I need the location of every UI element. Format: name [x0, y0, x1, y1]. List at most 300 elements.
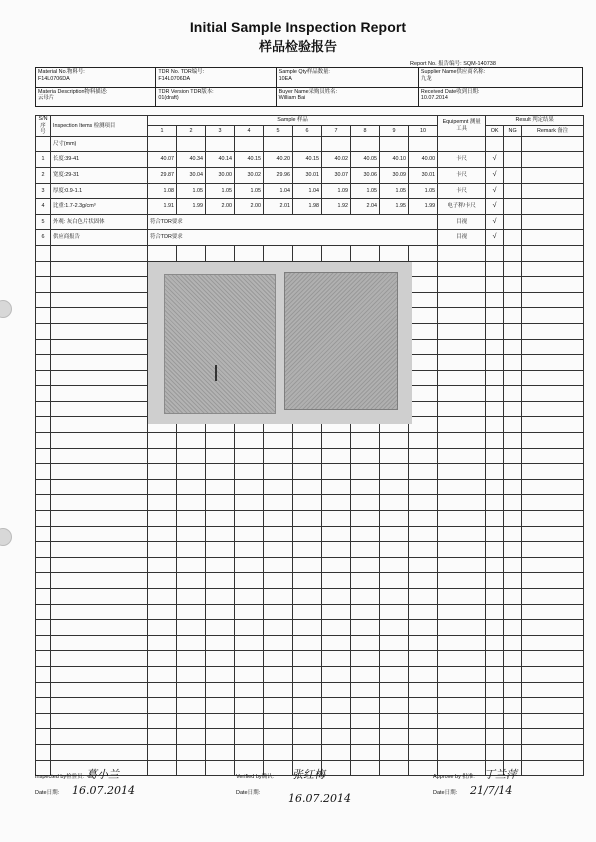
empty-cell: [264, 698, 293, 714]
empty-cell: [264, 448, 293, 464]
empty-cell: [486, 433, 504, 449]
empty-cell: [322, 448, 351, 464]
mica-sheet-sample: [164, 274, 276, 414]
supplier-label: Supplier Name供应商名称:: [420, 69, 485, 75]
empty-cell: [177, 620, 206, 636]
empty-cell: [264, 604, 293, 620]
empty-cell: [322, 245, 351, 261]
row-equipment: 卡尺: [438, 183, 486, 199]
table-row: [36, 573, 584, 589]
empty-cell: [206, 495, 235, 511]
empty-cell: [322, 526, 351, 542]
empty-cell: [264, 479, 293, 495]
measure-value: 30.01: [409, 167, 438, 183]
empty-cell: [51, 729, 148, 745]
empty-cell: [235, 620, 264, 636]
verified-signature: 张红梅: [292, 768, 325, 781]
empty-cell: [486, 511, 504, 527]
empty-cell: [235, 495, 264, 511]
empty-cell: [177, 651, 206, 667]
empty-cell: [235, 713, 264, 729]
table-row: [36, 651, 584, 667]
empty-cell: [380, 526, 409, 542]
empty-cell: [351, 136, 380, 152]
empty-cell: [206, 666, 235, 682]
empty-cell: [409, 323, 438, 339]
empty-cell: [409, 261, 438, 277]
empty-cell: [235, 635, 264, 651]
empty-cell: [438, 245, 486, 261]
empty-cell: [322, 651, 351, 667]
empty-cell: [504, 245, 522, 261]
empty-cell: [438, 292, 486, 308]
empty-cell: [409, 573, 438, 589]
report-no-label: Report No. 报告编号:: [410, 61, 462, 67]
empty-cell: [486, 651, 504, 667]
empty-cell: [36, 620, 51, 636]
row-item: 比重:1.7-2.3g/cm³: [51, 199, 148, 215]
sample-qty-label: Sample Qty样品数量:: [278, 69, 330, 75]
empty-cell: [148, 511, 177, 527]
empty-cell: [438, 417, 486, 433]
empty-cell: [504, 339, 522, 355]
empty-cell: [177, 542, 206, 558]
empty-cell: [522, 526, 584, 542]
row-item: 供应商报告: [51, 230, 148, 246]
empty-cell: [322, 557, 351, 573]
empty-cell: [438, 433, 486, 449]
empty-cell: [504, 604, 522, 620]
empty-cell: [380, 666, 409, 682]
table-row: [36, 136, 584, 152]
empty-cell: [438, 401, 486, 417]
empty-cell: [36, 557, 51, 573]
empty-cell: [51, 464, 148, 480]
empty-cell: [51, 542, 148, 558]
empty-cell: [522, 511, 584, 527]
empty-cell: [206, 448, 235, 464]
empty-cell: [351, 573, 380, 589]
empty-cell: [177, 744, 206, 760]
empty-cell: [351, 479, 380, 495]
empty-cell: [522, 729, 584, 745]
empty-cell: [322, 479, 351, 495]
empty-cell: [380, 495, 409, 511]
empty-cell: [235, 744, 264, 760]
empty-cell: [51, 589, 148, 605]
empty-cell: [486, 386, 504, 402]
empty-cell: [522, 386, 584, 402]
empty-cell: [293, 620, 322, 636]
measure-value: 2.04: [351, 199, 380, 215]
empty-cell: [438, 557, 486, 573]
empty-cell: [177, 557, 206, 573]
empty-cell: [504, 698, 522, 714]
empty-cell: [293, 557, 322, 573]
material-no-label: Material No.物料号:: [38, 69, 85, 75]
empty-cell: [351, 589, 380, 605]
empty-cell: [486, 245, 504, 261]
empty-cell: [409, 292, 438, 308]
table-row: [36, 666, 584, 682]
empty-cell: [148, 635, 177, 651]
measure-value: 30.06: [351, 167, 380, 183]
empty-cell: [235, 729, 264, 745]
ok-check: √: [486, 230, 504, 246]
empty-cell: [36, 573, 51, 589]
row-equipment: 电子秤/卡尺: [438, 199, 486, 215]
empty-cell: [504, 292, 522, 308]
sample-col-header: 8: [351, 126, 380, 136]
empty-cell: [293, 479, 322, 495]
empty-cell: [409, 698, 438, 714]
empty-cell: [380, 682, 409, 698]
empty-cell: [206, 713, 235, 729]
measure-value: 30.00: [206, 167, 235, 183]
table-row: [36, 526, 584, 542]
measure-value: 1.99: [409, 199, 438, 215]
empty-cell: [293, 542, 322, 558]
empty-cell: [438, 604, 486, 620]
row-item: 厚度:0.9-1.1: [51, 183, 148, 199]
empty-cell: [177, 245, 206, 261]
empty-cell: [409, 355, 438, 371]
empty-cell: [177, 464, 206, 480]
empty-cell: [293, 698, 322, 714]
empty-cell: [322, 729, 351, 745]
measure-value: 1.05: [177, 183, 206, 199]
empty-cell: [522, 713, 584, 729]
empty-cell: [486, 323, 504, 339]
empty-cell: [486, 479, 504, 495]
empty-cell: [380, 635, 409, 651]
empty-cell: [235, 698, 264, 714]
empty-cell: [235, 573, 264, 589]
empty-cell: [206, 542, 235, 558]
table-row: [36, 698, 584, 714]
empty-cell: [486, 448, 504, 464]
empty-cell: [51, 339, 148, 355]
empty-cell: [409, 245, 438, 261]
measure-value: 1.09: [322, 183, 351, 199]
empty-cell: [264, 433, 293, 449]
table-row: [36, 589, 584, 605]
empty-cell: [409, 339, 438, 355]
empty-cell: [177, 713, 206, 729]
empty-cell: [486, 417, 504, 433]
empty-cell: [36, 511, 51, 527]
measure-value: 1.99: [177, 199, 206, 215]
empty-cell: [504, 729, 522, 745]
empty-cell: [148, 448, 177, 464]
empty-cell: [504, 277, 522, 293]
empty-cell: [409, 526, 438, 542]
empty-cell: [504, 682, 522, 698]
empty-cell: [235, 464, 264, 480]
empty-cell: [293, 448, 322, 464]
empty-cell: [522, 339, 584, 355]
mica-sheet-sample: [284, 272, 398, 410]
empty-cell: [380, 557, 409, 573]
empty-cell: [409, 370, 438, 386]
empty-cell: [504, 635, 522, 651]
empty-cell: [504, 417, 522, 433]
empty-cell: [438, 573, 486, 589]
empty-cell: [351, 713, 380, 729]
empty-cell: [51, 479, 148, 495]
empty-cell: [351, 448, 380, 464]
empty-cell: [36, 526, 51, 542]
empty-cell: [409, 713, 438, 729]
received-date-label: Received Date收到日期:: [420, 88, 480, 95]
empty-cell: [148, 464, 177, 480]
empty-cell: [264, 651, 293, 667]
empty-cell: [486, 573, 504, 589]
empty-cell: [409, 620, 438, 636]
empty-cell: [504, 495, 522, 511]
sample-col-header: 10: [409, 126, 438, 136]
table-row: [36, 744, 584, 760]
empty-cell: [148, 526, 177, 542]
empty-cell: [351, 666, 380, 682]
measure-value: 29.96: [264, 167, 293, 183]
empty-cell: [36, 682, 51, 698]
empty-cell: [351, 495, 380, 511]
empty-cell: [36, 401, 51, 417]
empty-cell: [504, 308, 522, 324]
measure-value: 40.14: [206, 152, 235, 168]
empty-cell: [51, 573, 148, 589]
empty-cell: [36, 651, 51, 667]
empty-cell: [486, 292, 504, 308]
empty-cell: [322, 760, 351, 776]
empty-cell: [438, 386, 486, 402]
empty-cell: [504, 511, 522, 527]
sample-col-header: 9: [380, 126, 409, 136]
empty-cell: [235, 136, 264, 152]
empty-cell: [36, 698, 51, 714]
ng-cell: [504, 167, 522, 183]
table-row: [36, 729, 584, 745]
empty-cell: [293, 729, 322, 745]
empty-cell: [51, 713, 148, 729]
measure-value: 40.15: [235, 152, 264, 168]
empty-cell: [51, 370, 148, 386]
empty-cell: [36, 479, 51, 495]
table-row: [36, 464, 584, 480]
empty-cell: [438, 355, 486, 371]
empty-cell: [235, 666, 264, 682]
empty-cell: [322, 604, 351, 620]
empty-cell: [380, 651, 409, 667]
sample-photo: [148, 262, 412, 424]
received-date-value: 10.07.2014: [420, 95, 448, 102]
empty-cell: [351, 651, 380, 667]
empty-cell: [235, 651, 264, 667]
measure-value: 1.05: [351, 183, 380, 199]
empty-cell: [206, 433, 235, 449]
equipment-header: Equipemnt 测量工具: [438, 116, 486, 137]
material-desc-value: 云母片: [38, 95, 55, 102]
empty-cell: [522, 464, 584, 480]
empty-cell: [235, 479, 264, 495]
empty-cell: [264, 682, 293, 698]
empty-cell: [380, 542, 409, 558]
empty-cell: [177, 589, 206, 605]
empty-cell: [148, 698, 177, 714]
empty-cell: [322, 589, 351, 605]
empty-cell: [293, 682, 322, 698]
empty-cell: [409, 417, 438, 433]
empty-cell: [206, 620, 235, 636]
empty-cell: [409, 635, 438, 651]
empty-cell: [486, 277, 504, 293]
empty-cell: [351, 620, 380, 636]
empty-cell: [51, 308, 148, 324]
measure-value: 1.05: [409, 183, 438, 199]
empty-cell: [293, 604, 322, 620]
empty-cell: [409, 666, 438, 682]
measure-value: 40.15: [293, 152, 322, 168]
empty-cell: [322, 698, 351, 714]
empty-cell: [409, 495, 438, 511]
remark-cell: [522, 152, 584, 168]
row-equipment: 卡尺: [438, 152, 486, 168]
empty-cell: [264, 245, 293, 261]
empty-cell: [148, 620, 177, 636]
empty-cell: [409, 464, 438, 480]
row-result-text: 符合TDR要求: [148, 230, 438, 246]
empty-cell: [148, 589, 177, 605]
empty-cell: [486, 682, 504, 698]
inspection-table: [35, 115, 584, 776]
report-title-cn: 样品检验报告: [258, 40, 337, 55]
empty-cell: [409, 386, 438, 402]
sample-col-header: 5: [264, 126, 293, 136]
empty-cell: [380, 589, 409, 605]
table-row: [36, 635, 584, 651]
material-no-value: F14L0706DA: [38, 75, 70, 82]
empty-cell: [206, 557, 235, 573]
empty-cell: [522, 604, 584, 620]
empty-cell: [522, 308, 584, 324]
empty-cell: [51, 245, 148, 261]
empty-cell: [36, 339, 51, 355]
row-sn: 1: [36, 152, 51, 168]
empty-cell: [36, 323, 51, 339]
table-row: [36, 448, 584, 464]
empty-cell: [177, 136, 206, 152]
sample-qty-value: 10EA: [278, 75, 292, 82]
empty-cell: [148, 713, 177, 729]
ok-header: OK: [486, 126, 504, 136]
empty-cell: [522, 323, 584, 339]
empty-cell: [351, 604, 380, 620]
empty-cell: [351, 729, 380, 745]
empty-cell: [522, 448, 584, 464]
empty-cell: [380, 744, 409, 760]
empty-cell: [148, 245, 177, 261]
empty-cell: [504, 744, 522, 760]
table-row: [36, 152, 584, 168]
empty-cell: [322, 666, 351, 682]
report-number: [410, 59, 496, 67]
row-item: 外观: 灰白色片状固体: [51, 214, 148, 230]
empty-cell: [504, 479, 522, 495]
sample-col-header: 1: [148, 126, 177, 136]
empty-cell: [351, 542, 380, 558]
empty-cell: [235, 433, 264, 449]
empty-cell: [409, 136, 438, 152]
empty-cell: [293, 651, 322, 667]
empty-cell: [522, 620, 584, 636]
empty-cell: [504, 589, 522, 605]
empty-cell: [504, 542, 522, 558]
empty-cell: [51, 433, 148, 449]
empty-cell: [293, 245, 322, 261]
verified-date-label: Date日期:: [236, 790, 261, 796]
empty-cell: [148, 573, 177, 589]
measure-value: 1.92: [322, 199, 351, 215]
empty-cell: [438, 666, 486, 682]
empty-cell: [148, 136, 177, 152]
ng-cell: [504, 152, 522, 168]
empty-cell: [235, 682, 264, 698]
empty-cell: [438, 698, 486, 714]
empty-cell: [36, 666, 51, 682]
empty-cell: [351, 744, 380, 760]
empty-cell: [486, 495, 504, 511]
empty-cell: [51, 401, 148, 417]
table-row: [36, 557, 584, 573]
empty-cell: [206, 635, 235, 651]
empty-cell: [51, 557, 148, 573]
row-equipment: 目视: [438, 214, 486, 230]
empty-cell: [504, 433, 522, 449]
measure-value: 2.00: [206, 199, 235, 215]
empty-cell: [504, 666, 522, 682]
empty-cell: [438, 308, 486, 324]
result-header: Result 判定结果: [486, 116, 584, 126]
empty-cell: [438, 339, 486, 355]
row-sn: 3: [36, 183, 51, 199]
empty-cell: [206, 464, 235, 480]
row-item: 宽度:29-31: [51, 167, 148, 183]
empty-cell: [293, 433, 322, 449]
empty-cell: [438, 713, 486, 729]
punch-hole: [0, 528, 12, 546]
ok-check: √: [486, 167, 504, 183]
empty-cell: [293, 589, 322, 605]
empty-cell: [380, 245, 409, 261]
empty-cell: [322, 495, 351, 511]
empty-cell: [504, 323, 522, 339]
empty-cell: [293, 744, 322, 760]
empty-cell: [486, 355, 504, 371]
measure-value: 30.01: [293, 167, 322, 183]
row-equipment: 卡尺: [438, 167, 486, 183]
empty-cell: [351, 245, 380, 261]
empty-cell: [51, 635, 148, 651]
empty-cell: [235, 511, 264, 527]
empty-cell: [522, 370, 584, 386]
empty-cell: [322, 433, 351, 449]
empty-cell: [486, 666, 504, 682]
empty-cell: [36, 355, 51, 371]
empty-cell: [522, 744, 584, 760]
measure-value: 30.09: [380, 167, 409, 183]
table-row: [36, 511, 584, 527]
